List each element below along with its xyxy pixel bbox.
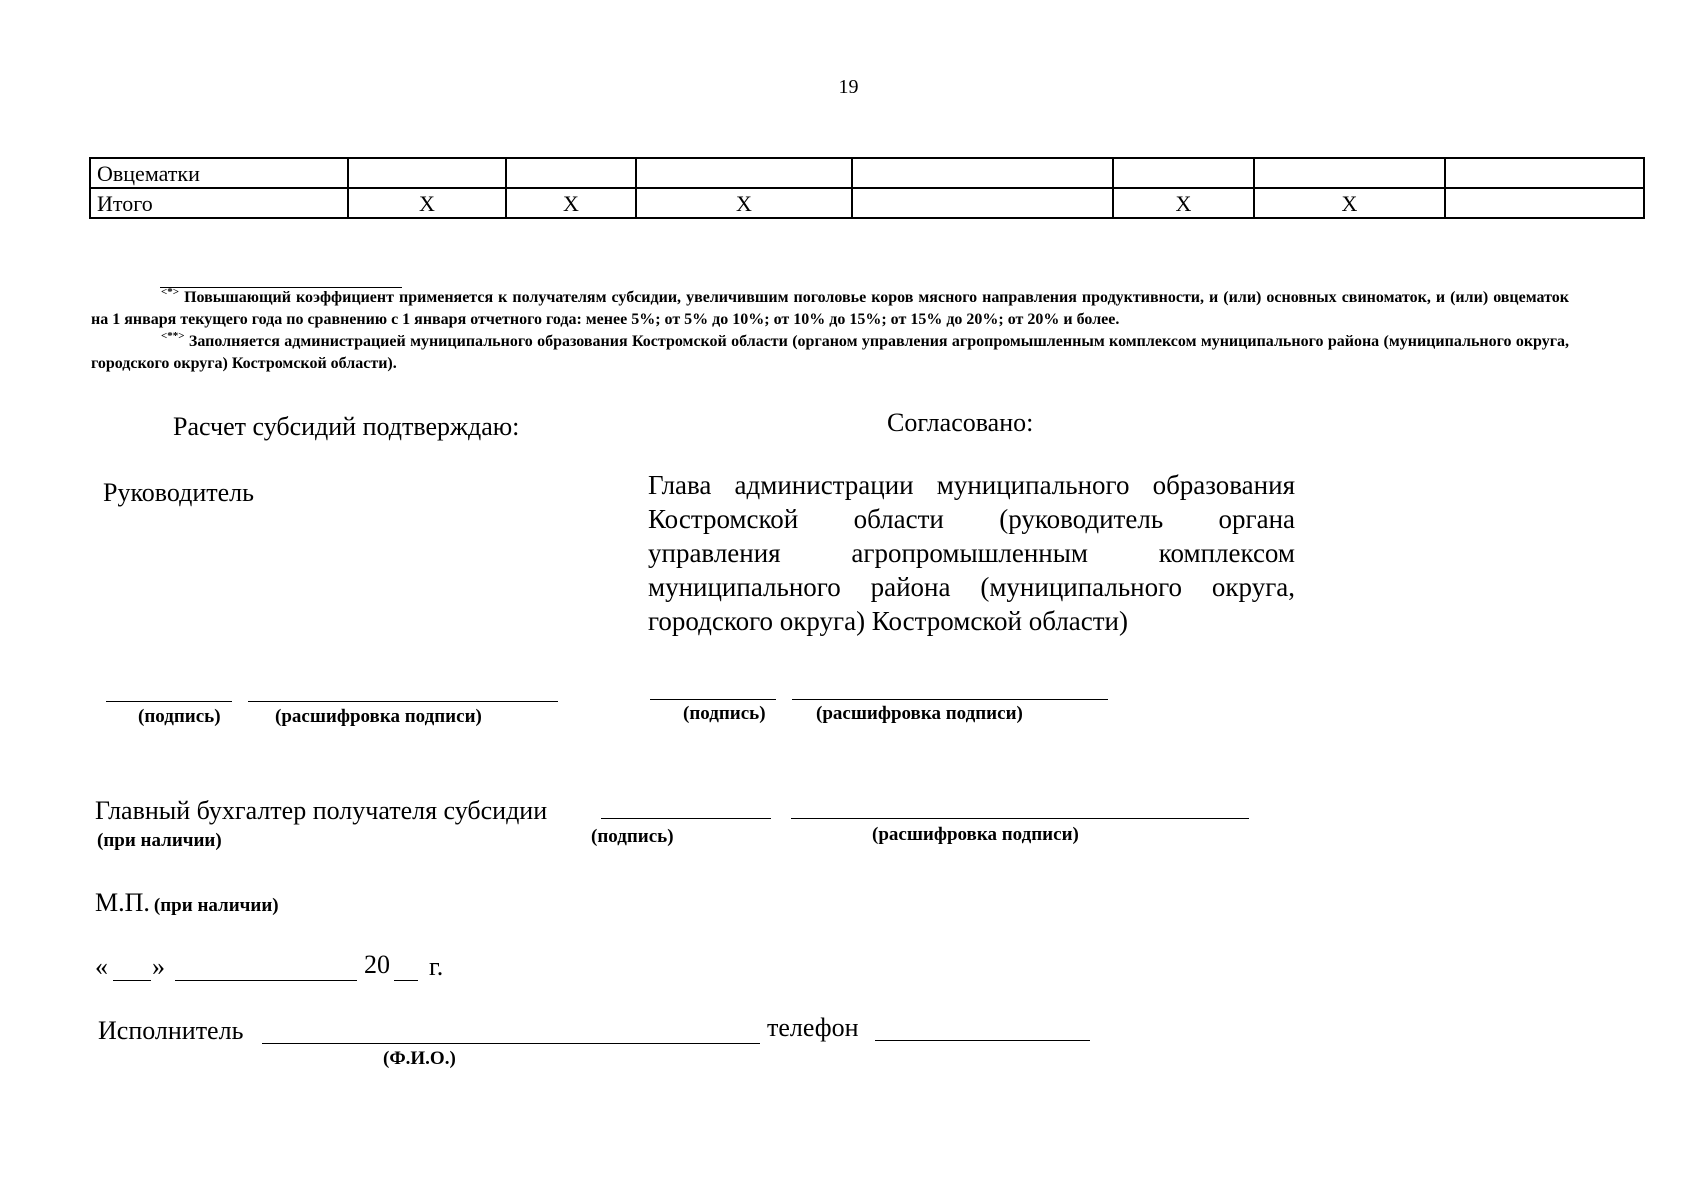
phone-label: телефон (767, 1013, 859, 1042)
stamp-label: М.П. (95, 888, 150, 917)
table-cell (1113, 158, 1254, 188)
date-close-quote: » (152, 952, 165, 981)
page-number: 19 (838, 76, 859, 98)
signature-decode-caption: (расшифровка подписи) (816, 703, 1023, 724)
head-role: Руководитель (103, 478, 254, 507)
footnote-text: Заполняется администрацией муниципального образования Костромской области (органом управления агропромышленным комплексом муниципального района (муниципального округа, городского округа) Костромской области). (91, 333, 1570, 372)
table-cell (1254, 158, 1445, 188)
table-cell (852, 188, 1113, 218)
accountant-note: (при наличии) (97, 830, 222, 851)
signature-caption: (подпись) (138, 706, 221, 727)
stamp-line (95, 888, 279, 918)
table-row (90, 188, 1644, 218)
signature-decode-caption: (расшифровка подписи) (872, 824, 1079, 845)
agreed-role-line: Костромской области (руководитель органа (648, 504, 1295, 534)
signature-caption: (подпись) (683, 703, 766, 724)
row-label: Овцематки (90, 158, 348, 188)
date-open-quote: « (95, 952, 108, 981)
table-cell: X (506, 188, 636, 218)
footnotes (91, 287, 1569, 375)
agreed-role-line: Глава администрации муниципального образования (648, 470, 1295, 500)
executor-label: Исполнитель (98, 1016, 244, 1045)
table-cell: X (348, 188, 506, 218)
agreed-role-line: управления агропромышленным комплексом (648, 538, 1295, 568)
signature-decode-line[interactable] (792, 699, 1108, 700)
agreed-role-line: городского округа) Костромской области) (648, 606, 1129, 636)
subsidy-table (89, 157, 1645, 219)
signature-caption: (подпись) (591, 826, 674, 847)
table-cell: X (1113, 188, 1254, 218)
agreed-role-line: муниципального района (муниципального округа, (648, 572, 1295, 602)
footnote-text: Повышающий коэффициент применяется к получателям субсидии, увеличившим поголовье коров мясного направления продуктивности, и (или) основных свиноматок, и (или) овцематок на 1 января текущего года по сравнению с 1 января отчетного года: менее 5%; от 5% до 10%; от 10% до 15%; от 15% до 20%; от 20% и более. (91, 289, 1569, 328)
phone-field[interactable] (875, 1040, 1090, 1041)
table-cell (636, 158, 852, 188)
date-year-prefix: 20 (364, 950, 390, 979)
executor-name-caption: (Ф.И.О.) (383, 1048, 456, 1069)
footnote-mark: <**> (161, 330, 185, 342)
table-cell (1445, 158, 1644, 188)
agreed-role (648, 468, 1295, 638)
footnote-2 (91, 331, 1569, 375)
table-cell (348, 158, 506, 188)
signature-decode-caption: (расшифровка подписи) (275, 706, 482, 727)
table-cell (1445, 188, 1644, 218)
date-day-field[interactable] (113, 980, 151, 981)
accountant-label: Главный бухгалтер получателя субсидии (95, 796, 548, 825)
executor-name-field[interactable] (262, 1043, 760, 1044)
agreed-heading: Согласовано: (887, 408, 1034, 437)
table-cell: X (1254, 188, 1445, 218)
table-cell: X (636, 188, 852, 218)
footnote-1 (91, 287, 1569, 331)
row-label: Итого (90, 188, 348, 218)
signature-line[interactable] (650, 699, 776, 700)
date-year-field[interactable] (394, 980, 418, 981)
stamp-note: (при наличии) (153, 895, 279, 916)
table-row (90, 158, 1644, 188)
footnote-mark: <*> (161, 286, 180, 298)
signature-decode-line[interactable] (248, 701, 558, 702)
date-month-field[interactable] (175, 980, 357, 981)
signature-line[interactable] (601, 818, 771, 819)
table-cell (506, 158, 636, 188)
table-cell (852, 158, 1113, 188)
signature-line[interactable] (106, 701, 232, 702)
date-year-suffix: г. (429, 952, 444, 981)
signature-decode-line[interactable] (791, 818, 1249, 819)
confirm-heading: Расчет субсидий подтверждаю: (173, 412, 520, 441)
